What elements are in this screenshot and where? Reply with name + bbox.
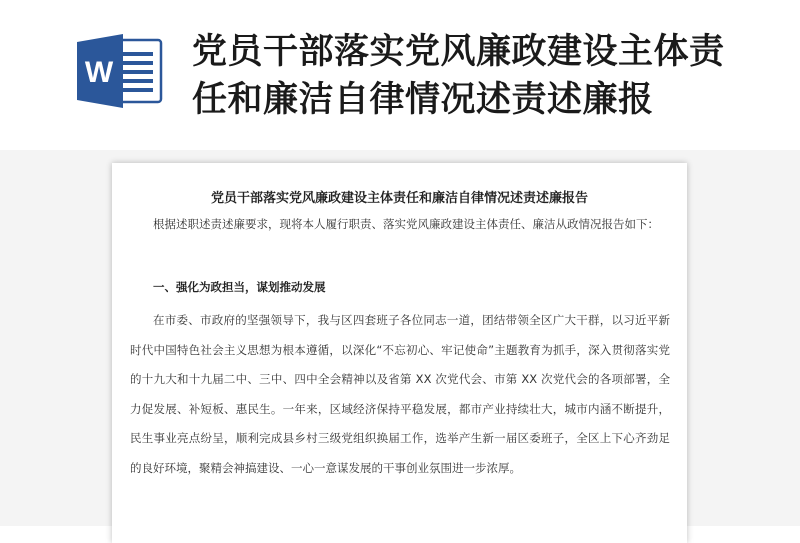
body-paragraph: 在市委、市政府的坚强领导下，我与区四套班子各位同志一道，团结带领全区广大干群，以习近平新时代中国特色社会主义思想为根本遵循，以深化“不忘初心、牢记使命”主题教育为抓手，深入贯彻落实党的十九大和十九届二中、三中、四中全会精神以及省第 XX 次党代会、市第 XX 次党代会的各项部署，全力促发展、补短板、惠民生。一年来，区域经济保持平稳发展，都市产业持续壮大，城市内涵不断提升，民生事业亮点纷呈，顺利完成县乡村三级党组织换届工作，选举产生新一届区委班子，全区上下心齐劲足的良好环境，聚精会神搞建设、一心一意谋发展的干事创业氛围进一步浓厚。	[130, 313, 670, 475]
document-page	[112, 163, 687, 543]
svg-text:W: W	[84, 56, 114, 89]
header-title: 党员干部落实党风廉政建设主体责任和廉洁自律情况述责述廉报	[192, 32, 725, 120]
intro-paragraph: 根据述职述责述廉要求，现将本人履行职责、落实党风廉政建设主体责任、廉洁从政情况报告如下：	[153, 217, 659, 231]
document-title: 党员干部落实党风廉政建设主体责任和廉洁自律情况述责述廉报告	[210, 191, 588, 206]
header-banner	[0, 0, 800, 150]
word-doc-icon	[75, 32, 163, 110]
section-heading: 一、强化为政担当，谋划推动发展	[153, 280, 326, 294]
